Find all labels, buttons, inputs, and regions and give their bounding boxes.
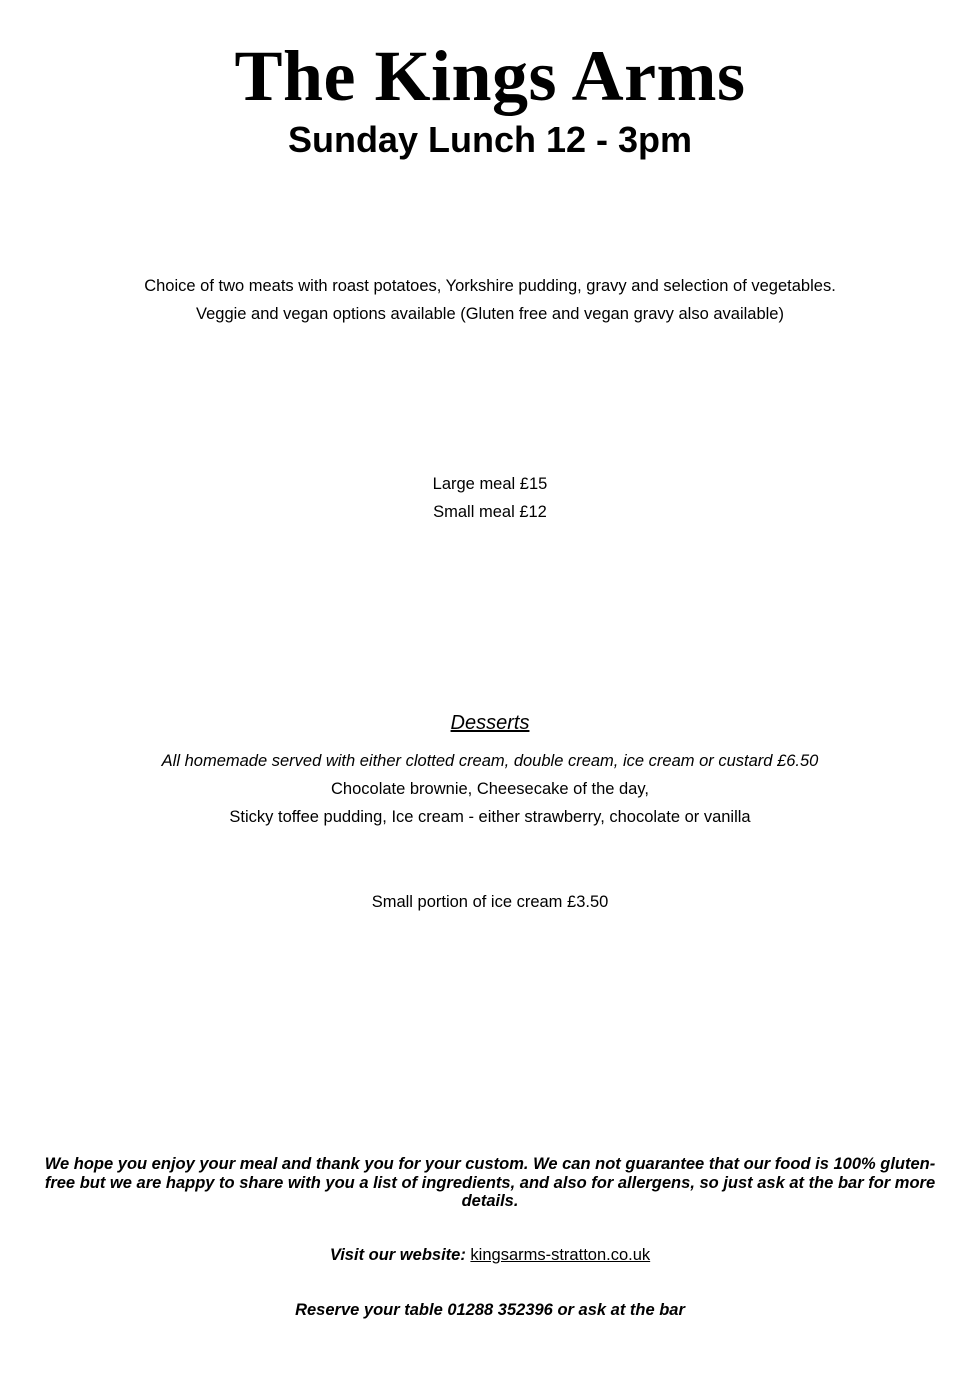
- intro-line-2: Veggie and vegan options available (Gluten free and vegan gravy also available): [196, 305, 784, 323]
- website-link[interactable]: kingsarms-stratton.co.uk: [470, 1246, 651, 1264]
- footer-note: We hope you enjoy your meal and thank you for your custom. We can not guarantee that our food is 100% gluten-free but we are happy to share with you a list of ingredients, and also for allergens, so just ask at the bar for more details.: [44, 1155, 936, 1210]
- desserts-description: All homemade served with either clotted cream, double cream, ice cream or custard £6.50: [161, 752, 819, 770]
- desserts-heading: Desserts: [450, 712, 530, 734]
- price-large-meal: Large meal £15: [432, 475, 548, 493]
- page-title: The Kings Arms: [234, 36, 746, 116]
- desserts-items-line-2: Sticky toffee pudding, Ice cream - either strawberry, chocolate or vanilla: [229, 808, 751, 826]
- price-small-meal: Small meal £12: [433, 503, 547, 521]
- desserts-items-line-1: Chocolate brownie, Cheesecake of the day,: [331, 780, 649, 798]
- page-subtitle: Sunday Lunch 12 - 3pm: [287, 119, 693, 160]
- website-line: [0, 1244, 980, 1266]
- small-ice-cream-price: Small portion of ice cream £3.50: [371, 893, 609, 911]
- reserve-line: Reserve your table 01288 352396 or ask at the bar: [295, 1301, 685, 1319]
- website-label: Visit our website:: [329, 1246, 466, 1264]
- intro-line-1: Choice of two meats with roast potatoes, Yorkshire pudding, gravy and selection of vegetables.: [144, 277, 836, 295]
